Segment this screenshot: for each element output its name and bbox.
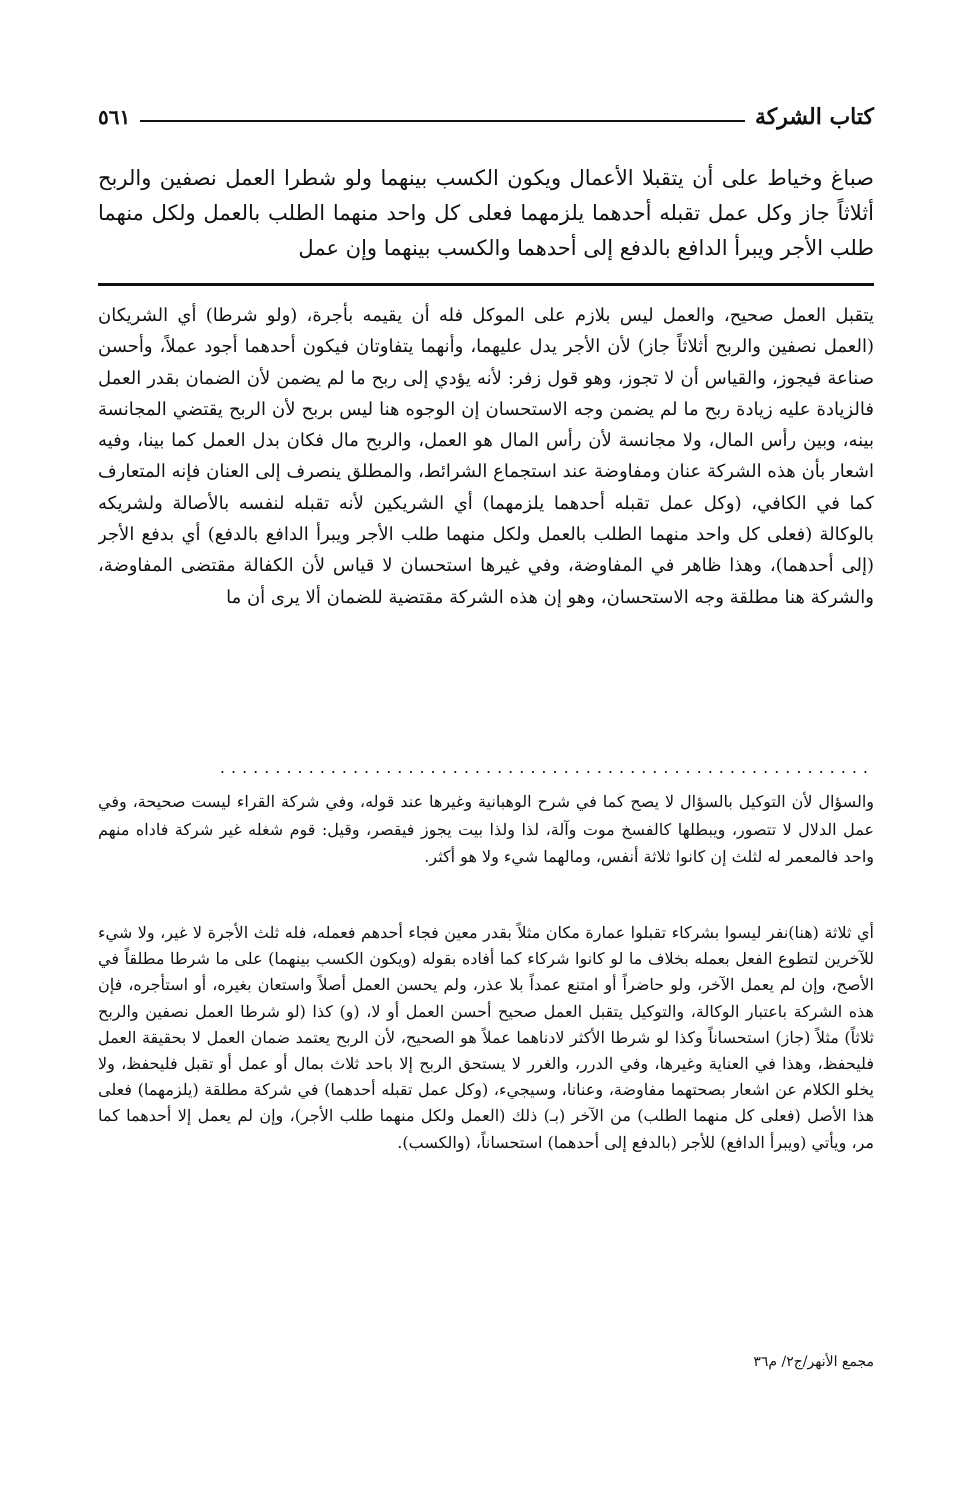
page-header — [98, 95, 874, 139]
dotted-separator: ........................................................... — [219, 758, 874, 777]
main-text: صباغ وخياط على أن يتقبلا الأعمال ويكون الكسب بينهما ولو شطرا العمل نصفين والربح أثلاثاً جاز وكل عمل تقبله أحدهما يلزمهما فعلى كل واحد منهما الطلب بالعمل ولكل منهما طلب الأجر ويبرأ الدافع بالدفع إلى أحدهما والكسب بينهما وإن عمل — [98, 166, 874, 260]
main-text-divider — [98, 283, 874, 286]
commentary-block-2: والسؤال لأن التوكيل بالسؤال لا يصح كما في شرح الوهبانية وغيرها عند قوله، وفي شركة القراء ليست صحيحة، وفي عمل الدلال لا تتصور، ويبطلها كالفسخ موت وآلة، لذا ولذا بيت يجوز فيقصر، وقيل: قوم شغله غير شركة فاداه منهم واحد فالمعمر له لثلث إن كانوا ثلاثة أنفس، ومالهما شيء ولا هو أكثر. — [98, 792, 874, 866]
commentary-block-3: أي ثلاثة (هنا)نفر ليسوا بشركاء تقبلوا عمارة مكان مثلاً بقدر معين فجاء أحدهم فعمله، فله ثلث الأجرة لا غير، ولا شيء للآخرين لتطوع الفعل بعمله بخلاف ما لو كانوا شركاء كما أفاده بقوله (ويكون الكسب بينهما) على ما شرطا مطلقاً في الأصح، وإن لم يعمل الآخر، ولو حاضراً أو امتنع عمداً بلا عذر، ولم يحسن العمل أصلاً واستعان بغيره، أو استأجره، فإن هذه الشركة باعتبار الوكالة، والتوكيل يتقبل العمل صحيح أحسن العمل أو لا، (و) كذا (لو شرطا العمل نصفين والربح ثلاثاً) مثلاً (جاز) استحساناً وكذا لو شرطا الأكثر لادناهما عملاً هو الصحيح، لأن الربح يعتمد ضمان العمل لا بحقيقة العمل فليحفظ، وهذا في العناية وغيرها، وفي الدرر، والغرر لا يستحق الربح إلا باحد ثلاث بمال أو عمل أو تقبل فليحفظ، ولا يخلو الكلام عن اشعار بصحتهما مفاوضة، وعنانا، وسيجيء، (وكل عمل تقبله أحدهما) في شركة مطلقة (يلزمهما) فعلى هذا الأصل (فعلى كل منهما الطلب) من الآخر (بـ) ذلك (العمل ولكل منهما طلب الأجر)، وإن لم يعمل إلا أحدهما كما مر، ويأتي (ويبرأ الدافع) للأجر (بالدفع إلى أحدهما) استحساناً، (والكسب). — [98, 923, 874, 1152]
document-page — [98, 95, 874, 1435]
footer-signature: مجمع الأنهر/ج٢/ م٣٦ — [753, 1354, 874, 1370]
commentary-block-1: يتقبل العمل صحيح، والعمل ليس بلازم على الموكل فله أن يقيمه بأجرة، (ولو شرطا) أي الشريكان (العمل نصفين والربح أثلاثاً جاز) لأن الأجر يدل عليهما، وأنهما يتفاوتان فيكون أحدهما أجود عملاً، وأحسن صناعة فيجوز، والقياس أن لا تجوز، وهو قول زفر: لأنه يؤدي إلى ربح ما لم يضمن لأن الضمان بقدر العمل فالزيادة عليه زيادة ربح ما لم يضمن وجه الاستحسان إن الوجوه هنا ليس بربح لأن الربح يقتضي المجانسة بينه، وبين رأس المال، ولا مجانسة لأن رأس المال هو العمل، والربح مال فكان بدل العمل كما بينا، وفيه اشعار بأن هذه الشركة عنان ومفاوضة عند استجماع الشرائط، والمطلق ينصرف إلى العنان فإنه المتعارف كما في الكافي، (وكل عمل تقبله أحدهما يلزمهما) أي الشريكين لأنه تقبله لنفسه بالأصالة ولشريكه بالوكالة (فعلى كل واحد منهما الطلب بالعمل ولكل منهما طلب الأجر ويبرأ الدافع بالدفع) أي بدفع الأجر (إلى أحدهما)، وهذا ظاهر في المفاوضة، وفي غيرها استحسان لا قياس لأن الكفالة مقتضى المفاوضة، والشركة هنا مطلقة وجه الاستحسان، وهو إن هذه الشركة مقتضية للضمان ألا يرى أن ما — [98, 305, 874, 608]
page-number: ٥٦١ — [98, 105, 131, 129]
chapter-title: كتاب الشركة — [754, 104, 874, 130]
header-rule — [140, 120, 745, 122]
